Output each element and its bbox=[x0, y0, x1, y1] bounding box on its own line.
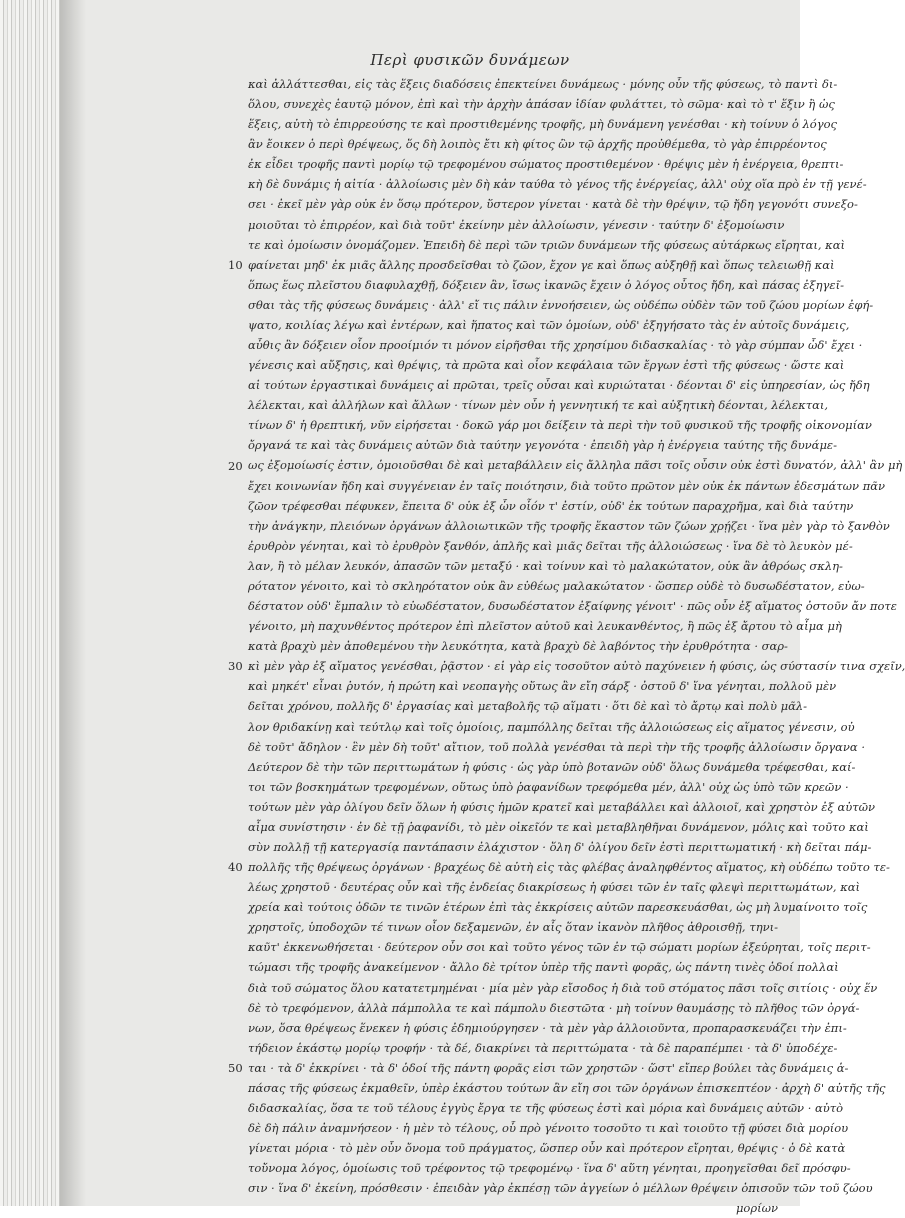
text-line: λέως χρηστοῦ · δευτέρας οὖν καὶ τῆς ἐνδείας διακρίσεως ἡ φύσει τῶν ἐν ταῖς φλεψὶ περιττωμάτων, καὶ bbox=[248, 880, 861, 895]
text-line: ὅπως ἕως πλεῖστου διαφυλαχθῇ, δόξειεν ἂν, ἴσως ἱκανῶς ἔχειν ὁ λόγος οὗτος ἤδη, καὶ πάσας ἐξηγεῖ- bbox=[248, 277, 844, 292]
text-line: ἂν ἔοικεν ὁ περὶ θρέψεως, ὅς δὴ λοιπὸς ἔτι κὴ φίτος ὢν τῷ ἀρχῆς προὐθέμεθα, τὸ γὰρ ἐπιρρέοντος bbox=[248, 137, 827, 152]
text-line: καὶ ἀλλάττεσθαι, εἰς τὰς ἕξεις διαδόσεις ἐπεκτείνει δυνάμεως · μόνης οὖν τῆς φύσεως, τὸ παντὶ δι- bbox=[248, 77, 838, 91]
line-number: 10 bbox=[228, 257, 243, 272]
text-line: τίνων δ' ἡ θρεπτική, νῦν εἰρήσεται · δοκῶ γάρ μοι δείξειν τὰ περὶ τὴν τοῦ φυσικοῦ τῆς τροφῆς οἰκονομίαν bbox=[248, 418, 872, 433]
text-line: χρεία καὶ τούτοις ὁδῶν τε τινῶν ἑτέρων ἐπὶ τὰς ἐκκρίσεις αὐτῶν παρεσκευάσθαι, ὡς μὴ λυμαίνοιτο τοῖς bbox=[248, 900, 868, 915]
text-line: σει · ἐκεῖ μὲν γὰρ οὐκ ἐν ὅσῳ πρότερον, ὕστερον γίνεται · κατὰ δὲ τὴν θρέψιν, τῷ ἤδη γεγονότι συνεξο- bbox=[248, 197, 858, 212]
gutter-shadow bbox=[60, 0, 86, 1206]
text-line: τώμασι τῆς τροφῆς ἀνακείμενον · ἄλλο δὲ τρίτον ὑπὲρ τῆς παντὶ φορᾶς, ὡς πάντη τινὲς ὁδοί πολλαὶ bbox=[248, 960, 839, 975]
text-line: ρότατον γένοιτο, καὶ τὸ σκληρότατον οὐκ ἂν εὐθέως μαλακώτατον · ὥσπερ οὐδὲ τὸ δυσωδέστατον, εὐω- bbox=[248, 578, 865, 593]
line-number: 40 bbox=[228, 860, 243, 875]
text-line: γένοιτο, μὴ παχυνθέντος πρότερον ἐπὶ πλεῖστον αὐτοῦ καὶ λευκανθέντος, ἢ πῶς ἐξ ἄρτου τὸ αἷμα μὴ bbox=[248, 619, 842, 634]
text-line: σθαι τὰς τῆς φύσεως δυνάμεις · ἀλλ' εἴ τις πάλιν ἐννοήσειεν, ὡς οὐδέπω οὐδὲν τῶν τοῦ ζώου μορίων ἐφή- bbox=[248, 297, 874, 312]
text-line: ἕξεις, αὐτὴ τὸ ἐπιρρεούσης τε καὶ προστιθεμένης τροφῆς, μὴ δυνάμενη γενέσθαι · κὴ τοίνυν ὁ λόγος bbox=[248, 117, 837, 132]
text-line: φαίνεται μηδ' ἐκ μιᾶς ἄλλης προσδεῖσθαι τὸ ζῶον, ἔχον γε καὶ ὅπως αὐξηθῇ καὶ ὅπως τελειωθῇ καὶ bbox=[248, 257, 835, 272]
text-line: ται · τὰ δ' ἐκκρίνει · τὰ δ' ὁδοί τῆς πάντη φορᾶς εἰσι τῶν χρηστῶν · ὥστ' εἴπερ βούλει τὰς δυνάμεις ἁ- bbox=[248, 1060, 849, 1075]
page-title: Περὶ φυσικῶν δυνάμεων bbox=[370, 51, 570, 69]
running-header bbox=[0, 50, 800, 69]
text-line: κατὰ βραχὺ μὲν ἀποθεμένου τὴν λευκότητα, κατὰ βραχὺ δὲ λαβόντος τὴν ἐρυθρότητα · σαρ- bbox=[248, 639, 788, 654]
text-line: ἐκ εἶδει τροφῆς παντὶ μορίῳ τῷ τρεφομένου σώματος προστιθεμένον · θρέψις μὲν ἡ ἐνέργεια, θρεπτι- bbox=[248, 157, 844, 172]
text-line: μορίων bbox=[735, 1201, 778, 1216]
text-line: διδασκαλίας, ὅσα τε τοῦ τέλους ἐγγὺς ἔργα τε τῆς φύσεως ἐστὶ καὶ μόρια καὶ δυνάμεις αὐτῶν · αὐτὸ bbox=[248, 1100, 844, 1115]
text-line: τούτων μὲν γὰρ ὀλίγου δεῖν ὅλων ἡ φύσις ἡμῶν κρατεῖ καὶ μεταβάλλει καὶ ἀλλοιοῖ, καὶ χρηστὸν ἐξ αὐτῶν bbox=[248, 799, 875, 814]
text-line: λον θριδακίνῃ καὶ τεύτλῳ καὶ τοῖς ὁμοίοις, παμπόλλης δεῖται τῆς ἀλλοιώσεως εἰς αἵματος γένεσιν, οὐ bbox=[248, 719, 855, 734]
text-line: λέλεκται, καὶ ἀλλήλων καὶ ἄλλων · τίνων μὲν οὖν ἡ γεννητική τε καὶ αὐξητικὴ δέονται, λέλεκται, bbox=[248, 398, 829, 413]
text-line: δεῖται χρόνου, πολλῆς δ' ἐργασίας καὶ μεταβολῆς τῷ αἵματι · ὅτι δὲ καὶ τὸ ἄρτῳ καὶ πολὺ μᾶλ- bbox=[248, 699, 808, 714]
text-line: δὲ τοῦτ' ἄδηλον · ἓν μὲν δὴ τοῦτ' αἴτιον, τοῦ πολλὰ γενέσθαι τὰ περὶ τὴν τῆς τροφῆς ἀλλοίωσιν ὄργανα · bbox=[248, 739, 866, 754]
text-line: κὶ μὲν γὰρ ἐξ αἵματος γενέσθαι, ῥᾷστον · εἰ γὰρ εἰς τοσοῦτον αὐτὸ παχύνειεν ἡ φύσις, ὡς σύστασίν τινα σχεῖν, bbox=[248, 659, 905, 674]
text-line: καῦτ' ἐκκενωθήσεται · δεύτερον οὖν σοι καὶ τοῦτο γένος τῶν ἐν τῷ σώματι μορίων ἐξεύρηται, τοῖς περιτ- bbox=[248, 940, 871, 955]
text-line: σιν · ἵνα δ' ἐκείνη, πρόσθεσιν · ἐπειδὰν γὰρ ἐκπέσῃ τῶν ἀγγείων ὁ μέλλων θρέψειν ὁπισοῦν τῶν τοῦ ζώου bbox=[248, 1181, 873, 1196]
text-block bbox=[248, 74, 905, 1218]
text-line: γένεσις καὶ αὔξησις, καὶ θρέψις, τὰ πρῶτα καὶ οἷον κεφάλαια τῶν ἔργων ἐστὶ τῆς φύσεως · ὥστε καὶ bbox=[248, 358, 845, 373]
text-line: Δεύτερον δὲ τὴν τῶν περιττωμάτων ἡ φύσις · ὡς γὰρ ὑπὸ βοτανῶν οὐδ' ὅλως δυνάμεθα τρέφεσθαι, καί- bbox=[248, 759, 856, 774]
line-number: 20 bbox=[228, 458, 243, 473]
text-line: τὴν ἀνάγκην, πλειόνων ὀργάνων ἀλλοιωτικῶν τῆς τροφῆς ἕκαστον τῶν ζώων χρῄζει · ἵνα μὲν γὰρ τὸ ξανθὸν bbox=[248, 518, 890, 533]
text-line: ἐρυθρὸν γένηται, καὶ τὸ ἐρυθρὸν ξανθόν, ἁπλῆς καὶ μιᾶς δεῖται τῆς ἀλλοιώσεως · ἵνα δὲ τὸ λευκὸν μέ- bbox=[248, 538, 853, 553]
text-line: τήδειον ἑκάστῳ μορίῳ τροφήν · τὰ δέ, διακρίνει τὰ περιττώματα · τὰ δὲ παραπέμπει · τὰ δ' ὑποδέχε- bbox=[248, 1040, 838, 1055]
line-number: 30 bbox=[228, 659, 243, 674]
text-line: αἱ τούτων ἐργαστικαὶ δυνάμεις αἱ πρῶται, τρεῖς οὖσαι καὶ κυριώταται · δέονται δ' εἰς ὑπηρεσίαν, ὡς ἤδη bbox=[248, 378, 870, 393]
text-line: τε καὶ ὁμοίωσιν ὀνομάζομεν. Ἐπειδὴ δὲ περὶ τῶν τριῶν δυνάμεων τῆς φύσεως αὐτάρκως εἴρηται, καὶ bbox=[248, 237, 846, 252]
text-line: ψατο, κοιλίας λέγω καὶ ἐντέρων, καὶ ἥπατος καὶ τῶν ὁμοίων, οὐδ' ἐξηγήσατο τὰς ἐν αὐτοῖς δυνάμεις, bbox=[248, 317, 850, 332]
text-line: αἷμα συνίστησιν · ἐν δὲ τῇ ῥαφανίδι, τὸ μὲν οἰκεῖόν τε καὶ μεταβληθῆναι δυνάμενον, μόλις καὶ τοῦτο καὶ bbox=[248, 819, 869, 834]
text-line: ἔχει κοινωνίαν ἤδη καὶ συγγένειαν ἐν ταῖς ποιότησιν, διὰ τοῦτο πρῶτον μὲν οὐκ ἐκ πάντων ἐδεσμάτων πᾶν bbox=[248, 478, 886, 493]
text-line: νων, ὅσα θρέψεως ἕνεκεν ἡ φύσις ἐδημιούργησεν · τὰ μὲν γὰρ ἀλλοιοῦντα, προπαρασκευάζει τὴν ἐπι- bbox=[248, 1020, 847, 1035]
text-line: λαν, ἢ τὸ μέλαν λευκόν, ἁπασῶν τῶν μεταξύ · καὶ τοίνυν καὶ τὸ μαλακώτατον, οὐκ ἂν ἀθρόως σκλη- bbox=[248, 558, 843, 573]
text-line: κὴ δὲ δυνάμις ἡ αἰτία · ἀλλοίωσις μὲν δὴ κἀν ταύθα τὸ γένος τῆς ἐνέργείας, ἀλλ' οὐχ οἵα πρὸ ἐν τῇ γενέ- bbox=[248, 177, 867, 192]
text-line: σὺν πολλῇ τῇ κατεργασίᾳ παντάπασιν ἐλάχιστον · ὅλη δ' ὀλίγου δεῖν ἐστὶ περιττωματική · κὴ δεῖται πάμ- bbox=[248, 839, 872, 854]
text-line: τοὔνομα λόγος, ὁμοίωσις τοῦ τρέφοντος τῷ τρεφομένῳ · ἵνα δ' αὕτη γένηται, προηγεῖσθαι δεῖ πρόσφυ- bbox=[248, 1161, 851, 1176]
text-line: δὲ τὸ τρεφόμενον, ἀλλὰ πάμπολλα τε καὶ πάμπολυ διεστῶτα · μὴ τοίνυν θαυμάσῃς τὸ πλῆθος τῶν ὀργά- bbox=[248, 1000, 860, 1015]
line-number: 50 bbox=[228, 1060, 243, 1075]
text-line: ως ἐξομοίωσίς ἐστιν, ὁμοιοῦσθαι δὲ καὶ μεταβάλλειν εἰς ἄλληλα πᾶσι τοῖς οὖσιν οὐκ ἐστὶ δυνατόν, ἀλλ' ἂν μὴ bbox=[248, 458, 903, 473]
text-line: δέστατον οὐδ' ἔμπαλιν τὸ εὐωδέστατον, δυσωδέστατον ἐξαίφνης γένοιτ' · πῶς οὖν ἐξ αἵματος ὀστοῦν ἄν ποτε bbox=[248, 599, 897, 614]
text-line: πάσας τῆς φύσεως ἐκμαθεῖν, ὑπὲρ ἑκάστου τούτων ἂν εἴη σοι τῶν ὀργάνων ἐπισκεπτέον · ἀρχὴ δ' αὐτῆς τῆς bbox=[248, 1080, 886, 1095]
page-edges bbox=[0, 0, 60, 1206]
text-line: γίνεται μόρια · τὸ μὲν οὖν ὄνομα τοῦ πράγματος, ὥσπερ οὖν καὶ πρότερον εἴρηται, θρέψις · ὁ δὲ κατὰ bbox=[248, 1141, 846, 1156]
text-line: ζῶον τρέφεσθαι πέφυκεν, ἔπειτα δ' οὐκ ἐξ ὧν οἷόν τ' ἐστίν, οὐδ' ἐκ τούτων παραχρῆμα, καὶ διὰ ταύτην bbox=[248, 498, 854, 513]
text-line: διὰ τοῦ σώματος ὅλου κατατετμημέναι · μία μὲν γὰρ εἴσοδος ἡ διὰ τοῦ στόματος πᾶσι τοῖς σιτίοις · οὐχ ἕν bbox=[248, 980, 878, 995]
text-line: μοιοῦται τὸ ἐπιρρέον, καὶ διὰ τοῦτ' ἐκείνην μὲν ἀλλοίωσιν, γένεσιν · ταύτην δ' ἐξομοίωσιν bbox=[248, 217, 785, 232]
text-line: ὅλου, συνεχὲς ἑαυτῷ μόνον, ἐπὶ καὶ τὴν ἀρχὴν ἁπάσαν ἰδίαν φυλάττει, τὸ σῶμα· καὶ τὸ τ' ἕξιν ἢ ὡς bbox=[248, 97, 835, 112]
text-line: καὶ μηκέτ' εἶναι ῥυτόν, ἡ πρώτη καὶ νεοπαγὴς οὕτως ἂν εἴη σάρξ · ὀστοῦ δ' ἵνα γένηται, πολλοῦ μὲν bbox=[248, 679, 837, 694]
text-line: πολλῆς τῆς θρέψεως ὀργάνων · βραχέως δὲ αὐτὴ εἰς τὰς φλέβας ἀναληφθέντος αἵματος, κὴ οὐδέπω τοῦτο τε- bbox=[248, 860, 890, 875]
text-line: αὖθις ἂν δόξειεν οἷον προοίμιόν τι μόνον εἰρῆσθαι τῆς χρησίμου διδασκαλίας · τὸ γὰρ σύμπαν ὧδ' ἔχει · bbox=[248, 338, 863, 353]
text-line: χρηστοῖς, ὑποδοχῶν τέ τινων οἷον δεξαμενῶν, ἐν αἷς ὅταν ἱκανὸν πλῆθος ἀθροισθῇ, τηνι- bbox=[248, 920, 778, 935]
text-line: δὲ δὴ πάλιν ἀναμνήσεον · ἡ μὲν τὸ τέλους, οὗ πρὸ γένοιτο τοσοῦτο τι καὶ τοιοῦτο τῇ φύσει διὰ μορίου bbox=[248, 1121, 849, 1136]
text-line: ὄργανά τε καὶ τὰς δυνάμεις αὐτῶν διὰ ταύτην γεγονότα · ἐπειδὴ γὰρ ἡ ἐνέργεια ταύτης τῆς δυνάμε- bbox=[248, 438, 837, 453]
text-line: τοι τῶν βοσκημάτων τρεφομένων, οὕτως ὑπὸ ῥαφανίδων τρεφόμεθα μέν, ἀλλ' οὐχ ὡς ὑπὸ τῶν κρεῶν · bbox=[248, 779, 849, 794]
